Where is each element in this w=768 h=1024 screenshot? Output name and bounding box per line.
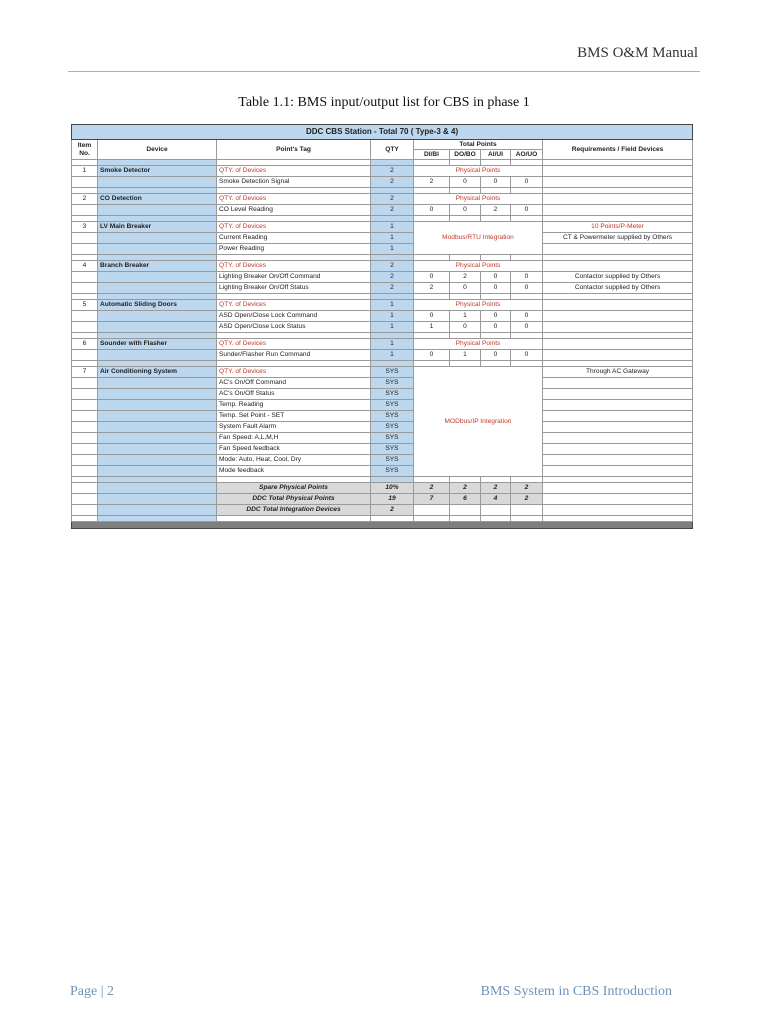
qty-value: 2 [371,283,414,294]
device-name: Branch Breaker [98,261,217,272]
ai-value: 2 [481,483,511,494]
summary-label: DDC Total Physical Points [217,494,371,505]
point-tag: System Fault Alarm [217,422,371,433]
table-row [72,350,693,361]
header-requirements: Requirements / Field Devices [543,140,693,160]
summary-qty: 19 [371,494,414,505]
di-value: 2 [414,283,450,294]
do-value: 2 [450,272,481,283]
table-row [72,166,693,177]
table-row [72,205,693,216]
item-number: 6 [72,339,98,350]
qty-value: SYS [371,411,414,422]
di-value: 7 [414,494,450,505]
point-type-note: Physical Points [414,261,543,272]
point-tag: QTY. of Devices [217,194,371,205]
qty-value: SYS [371,389,414,400]
item-number: 1 [72,166,98,177]
header-item-no: Item No. [72,140,98,160]
ai-value: 0 [481,322,511,333]
ao-value: 0 [511,350,543,361]
table-row [72,194,693,205]
table-row [72,244,693,255]
table-row [72,433,693,444]
table-title: DDC CBS Station - Total 70 ( Type-3 & 4) [72,125,693,140]
point-tag: QTY. of Devices [217,261,371,272]
qty-value: SYS [371,455,414,466]
di-value: 0 [414,350,450,361]
qty-value: SYS [371,466,414,477]
di-value: 0 [414,205,450,216]
point-tag: Smoke Detection Signal [217,177,371,188]
ao-value: 0 [511,311,543,322]
qty-value: SYS [371,444,414,455]
point-type-note: Physical Points [414,300,543,311]
header-divider [68,71,700,72]
requirement-text: CT & Powermeter supplied by Others [543,233,693,244]
point-tag: Lighting Breaker On/Off Status [217,283,371,294]
summary-qty: 10% [371,483,414,494]
requirement-text: Contactor supplied by Others [543,272,693,283]
item-number: 4 [72,261,98,272]
table-row [72,411,693,422]
table-row [72,222,693,233]
ai-value: 0 [481,283,511,294]
ao-value: 0 [511,272,543,283]
footer-section-title: BMS System in CBS Introduction [480,984,672,999]
do-value: 1 [450,350,481,361]
summary-row-physical [72,494,693,505]
ai-value: 2 [481,205,511,216]
requirement-text: 10 Points/P-Meter [543,222,693,233]
summary-row-integration [72,505,693,516]
header-ai-ui: AI/UI [481,150,511,160]
point-tag: Fan Speed: A,L,M,H [217,433,371,444]
item-number: 3 [72,222,98,233]
qty-value: 1 [371,322,414,333]
do-value: 0 [450,205,481,216]
table-row [72,378,693,389]
header-total-points: Total Points [414,140,543,150]
do-value: 0 [450,177,481,188]
do-value: 6 [450,494,481,505]
qty-value: SYS [371,433,414,444]
table-row [72,311,693,322]
device-name: Sounder with Flasher [98,339,217,350]
ai-value: 0 [481,311,511,322]
table-row [72,367,693,378]
point-type-note: Physical Points [414,194,543,205]
point-tag: Sunder/Flasher Run Command [217,350,371,361]
header-points-tag: Point's Tag [217,140,371,160]
point-tag: CO Level Reading [217,205,371,216]
integration-note: MODbus/IP Integration [414,367,543,477]
table-row [72,389,693,400]
point-tag: Mode: Auto, Heat, Cool, Dry [217,455,371,466]
header-do-bo: DO/BO [450,150,481,160]
summary-label: Spare Physical Points [217,483,371,494]
table-row [72,322,693,333]
table-row [72,455,693,466]
document-header-title: BMS O&M Manual [577,45,698,61]
di-value: 2 [414,483,450,494]
ao-value: 0 [511,205,543,216]
table-row [72,444,693,455]
qty-value: 1 [371,311,414,322]
item-number: 2 [72,194,98,205]
page-number: Page | 2 [70,984,115,999]
qty-value: SYS [371,422,414,433]
device-name: Air Conditioning System [98,367,217,378]
table-row [72,177,693,188]
qty-value: SYS [371,400,414,411]
requirement-text: Through AC Gateway [543,367,693,378]
table-row [72,272,693,283]
point-type-note: Physical Points [414,339,543,350]
device-name: Automatic Sliding Doors [98,300,217,311]
qty-value: 1 [371,350,414,361]
header-qty: QTY [371,140,414,160]
point-tag: ASD Open/Close Lock Status [217,322,371,333]
qty-value: 1 [371,339,414,350]
ao-value: 0 [511,322,543,333]
summary-label: DDC Total Integration Devices [217,505,371,516]
ai-value: 4 [481,494,511,505]
qty-value: 1 [371,233,414,244]
table-row [72,233,693,244]
point-tag: Temp. Set Point - SET [217,411,371,422]
point-tag: Power Reading [217,244,371,255]
point-tag: Temp. Reading [217,400,371,411]
table-row [72,339,693,350]
point-tag: Current Reading [217,233,371,244]
ao-value: 0 [511,177,543,188]
ai-value: 0 [481,350,511,361]
point-tag: Mode feedback [217,466,371,477]
table-row [72,300,693,311]
ao-value: 0 [511,283,543,294]
ai-value: 0 [481,177,511,188]
di-value: 0 [414,272,450,283]
qty-value: 2 [371,177,414,188]
do-value: 0 [450,322,481,333]
di-value: 0 [414,311,450,322]
qty-value: 1 [371,222,414,233]
item-number: 7 [72,367,98,378]
summary-qty: 2 [371,505,414,516]
point-tag: QTY. of Devices [217,300,371,311]
point-tag: QTY. of Devices [217,222,371,233]
qty-value: 2 [371,166,414,177]
point-type-note: Physical Points [414,166,543,177]
item-number: 5 [72,300,98,311]
ao-value: 2 [511,494,543,505]
qty-value: 2 [371,194,414,205]
qty-value: 2 [371,261,414,272]
device-name: CO Detection [98,194,217,205]
io-list-table [71,124,693,529]
header-device: Device [98,140,217,160]
table-row [72,422,693,433]
qty-value: SYS [371,378,414,389]
table-row [72,283,693,294]
table-row [72,400,693,411]
ai-value: 0 [481,272,511,283]
di-value: 2 [414,177,450,188]
point-tag: QTY. of Devices [217,367,371,378]
qty-value: 2 [371,205,414,216]
io-table-container [71,124,692,529]
ao-value: 2 [511,483,543,494]
point-tag: QTY. of Devices [217,166,371,177]
qty-value: 2 [371,272,414,283]
do-value: 0 [450,283,481,294]
table-row [72,466,693,477]
header-di-bi: DI/BI [414,150,450,160]
qty-value: 1 [371,244,414,255]
table-caption: Table 1.1: BMS input/output list for CBS in phase 1 [238,95,530,110]
qty-value: 1 [371,300,414,311]
summary-row-spare [72,483,693,494]
di-value: 1 [414,322,450,333]
table-bottom-bar [72,522,693,529]
do-value: 2 [450,483,481,494]
point-tag: QTY. of Devices [217,339,371,350]
table-row [72,261,693,272]
requirement-text: Contactor supplied by Others [543,283,693,294]
device-name: LV Main Breaker [98,222,217,233]
point-tag: AC's On/Off Command [217,378,371,389]
point-tag: Lighting Breaker On/Off Command [217,272,371,283]
device-name: Smoke Detector [98,166,217,177]
point-tag: AC's On/Off Status [217,389,371,400]
integration-note: Modbus/RTU Integration [414,222,543,255]
qty-value: SYS [371,367,414,378]
point-tag: ASD Open/Close Lock Command [217,311,371,322]
do-value: 1 [450,311,481,322]
header-ao-uo: AO/UO [511,150,543,160]
point-tag: Fan Speed feedback [217,444,371,455]
